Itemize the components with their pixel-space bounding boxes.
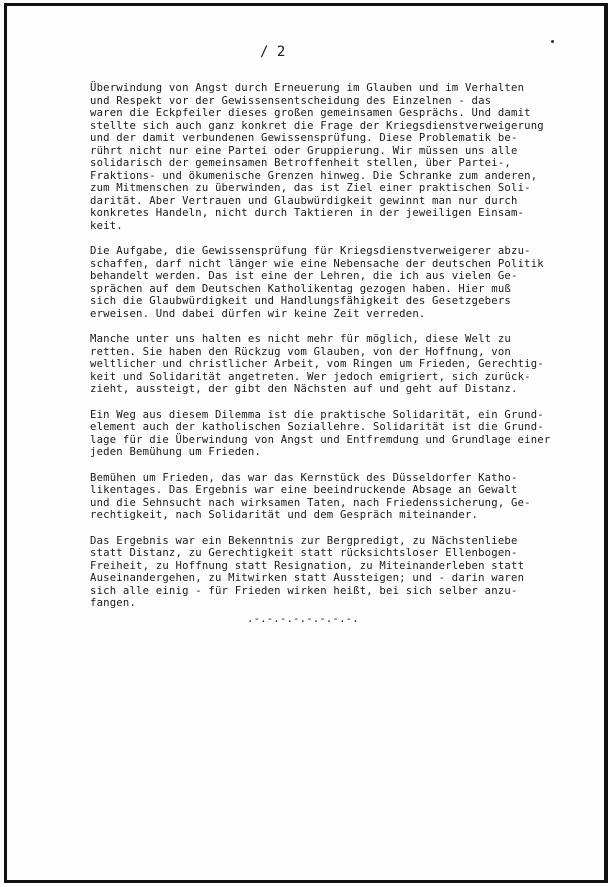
end-mark: .-.-.-.-.-.-.-.-. <box>247 613 359 625</box>
page-number: / 2 <box>260 44 286 60</box>
body-text <box>90 82 608 623</box>
paragraph-5: Bemühen um Frieden, das war das Kernstück des Düsseldorfer Katho- likentages. Das Ergebnis war eine beeindruckende Absage an Gewalt und die Sehnsucht nach wirksamen Taten, nach Friedenssicherung, Ge- rechtigkeit, nach Solidarität und dem Gespräch miteinander. <box>90 471 531 521</box>
document-page <box>4 3 608 883</box>
paragraph-6: Das Ergebnis war ein Bekenntnis zur Bergpredigt, zu Nächstenliebe statt Distanz, zu Gerechtigkeit statt rücksichtsloser Ellenbogen- Freiheit, zu Hoffnung statt Resignation, zu Miteinanderleben statt Auseinandergehen, zu Mitwirken statt Aussteigen; und - darin waren sich alle einig - für Frieden wirken heißt, bei sich selber anzu- fangen. <box>90 534 525 609</box>
paragraph-3: Manche unter uns halten es nicht mehr für möglich, diese Welt zu retten. Sie haben den Rückzug vom Glauben, von der Hoffnung, von weltlicher und christlicher Arbeit, vom Ringen um Frieden, Gerechtig- keit und Solidarität angetreten. Wer jedoch emigriert, sich zurück- zieht, aussteigt, der gibt den Nächsten auf und geht auf Distanz. <box>90 333 544 395</box>
paragraph-2: Die Aufgabe, die Gewissensprüfung für Kriegsdienstverweigerer abzu- schaffen, darf nicht länger wie eine Nebensache der deutschen Politik behandelt werden. Das ist eine der Lehren, die ich aus vielen Ge- sprächen auf dem Deutschen Katholikentag gezogen haben. Hier muß sich die Glaubwürdigkeit und Handlungsfähigkeit des Gesetzgebers erweisen. Und dabei dürfen wir keine Zeit verreden. <box>90 245 544 320</box>
paragraph-1: Überwindung von Angst durch Erneuerung im Glauben und im Verhalten und Respekt vor der Gewissensentscheidung des Einzelnen - das waren die Eckpfeiler dieses großen gemeinsamen Gesprächs. Und damit stellte sich auch ganz konkret die Frage der Kriegsdienstverweigerung und der damit verbundenen Gewissensprüfung. Diese Problematik be- rührt nicht nur eine Partei oder Gruppierung. Wir müssen uns alle solidarisch der gemeinsamen Betroffenheit stellen, über Partei-, Fraktions- und ökumenische Grenzen hinweg. Die Schranke zum anderen, zum Mitmenschen zu überwinden, das ist Ziel einer praktischen Soli- darität. Aber Vertrauen und Glaubwürdigkeit gewinnt man nur durch konkretes Handeln, nicht durch Taktieren in der jeweiligen Einsam- keit. <box>90 82 544 232</box>
scan-speck <box>551 40 554 43</box>
paragraph-4: Ein Weg aus diesem Dilemma ist die praktische Solidarität, ein Grund- element auch der katholischen Soziallehre. Solidarität ist die Grund- lage für die Überwindung von Angst und Entfremdung und Grundlage einer jeden Bemühung um Frieden. <box>90 408 551 458</box>
